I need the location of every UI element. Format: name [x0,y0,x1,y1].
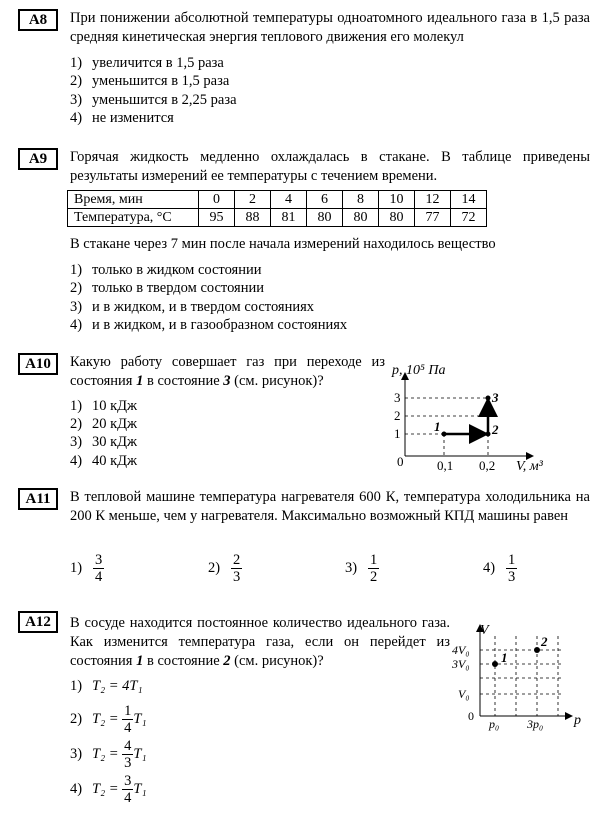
point-3 [486,396,491,401]
table-header: Время, мин [68,191,199,209]
measurement-table [67,190,487,227]
question-number: A10 [18,353,58,375]
question-number: A8 [18,9,58,31]
option-4[interactable]: 4) $\frac{1}{3}$ [483,552,516,585]
x-tick: 0,2 [479,458,496,473]
point-1 [442,432,447,437]
table-cell: 81 [271,209,307,227]
table-cell: 77 [415,209,451,227]
fraction: $\frac{3}{4}$ [124,773,132,806]
question-text: Горячая жидкость медленно охлаждалась в стакане. В таблице приведены результаты измерений ее температуры с течением времени. [70,149,590,184]
point-label: 3 [492,390,499,405]
y-tick: V₀ [458,687,470,701]
table-cell: 8 [343,191,379,209]
table-cell: 0 [199,191,235,209]
pv-graph [380,352,580,478]
option-2[interactable]: 2) T₂ = $\frac{1}{4}$ T₁ [70,703,147,736]
table-cell: 6 [307,191,343,209]
option-2[interactable]: 2) уменьшится в 1,5 раза [70,73,230,89]
point-label: 1 [434,419,441,434]
vp-graph [438,620,588,734]
table-cell: 10 [379,191,415,209]
option-3[interactable]: 3) $\frac{1}{2}$ [345,552,378,585]
table-cell: 72 [451,209,487,227]
y-axis-label: V [480,623,489,638]
question-number: A9 [18,148,58,170]
table-cell: 14 [451,191,487,209]
option-4[interactable]: 4) 40 кДж [70,453,138,469]
table-cell: 4 [271,191,307,209]
question-text: Какую работу совершает газ при переходе из состояния 1 в состояние 3 (см. рисунок)? [70,354,385,389]
question-number: A12 [18,611,58,633]
point-label: 1 [501,650,508,665]
question-text-2: В стакане через 7 мин после начала измерений находилось вещество [70,236,496,252]
option-3[interactable]: 3) уменьшится в 2,25 раза [70,92,237,108]
table-row [68,209,487,227]
table-cell: 2 [235,191,271,209]
question-text: При понижении абсолютной температуры одноатомного идеального газа в 1,5 раза средняя кинетическая энергия теплового движения его молекул [70,10,590,45]
point-label: 2 [492,422,499,437]
question-text: В сосуде находится постоянное количество идеального газа. Как изменится температура газа, если он перейдет из состояния 1 в состояние 2 (см. рисунок)? [70,615,450,669]
table-cell: 80 [379,209,415,227]
table-cell: 88 [235,209,271,227]
option-1[interactable]: 1) $\frac{3}{4}$ [70,552,103,585]
fraction: $\frac{2}{3}$ [232,552,241,585]
y-tick: 3 [394,390,401,405]
option-4[interactable]: 4) и в жидком, и в газообразном состояниях [70,317,348,333]
x-tick: 0,1 [437,458,454,473]
table-cell: 80 [343,209,379,227]
question-number: A11 [18,488,58,510]
point-1 [492,661,498,667]
option-4[interactable]: 4) не изменится [70,110,174,126]
option-1[interactable]: 1) увеличится в 1,5 раза [70,55,224,71]
point-2 [534,647,540,653]
option-4[interactable]: 4) T₂ = $\frac{3}{4}$ T₁ [70,773,147,806]
option-1[interactable]: 1) 10 кДж [70,398,138,414]
option-1[interactable]: 1) только в жидком состоянии [70,262,262,278]
x-axis-label: V, м³ [516,459,543,474]
table-row [68,191,487,209]
y-tick: 2 [394,408,401,423]
option-2[interactable]: 2) $\frac{2}{3}$ [208,552,241,585]
fraction: $\frac{1}{4}$ [124,703,132,736]
point-label: 2 [541,634,548,649]
y-tick: 4V₀ [452,643,470,657]
y-axis-label: p, 10⁵ Па [392,363,446,378]
y-tick: 1 [394,426,401,441]
question-text: В тепловой машине температура нагревателя 600 К, температура холодильника на 200 К меньше, чем у нагревателя. Максимально возможный КПД машины равен [70,489,590,524]
point-2 [486,432,491,437]
option-2[interactable]: 2) только в твердом состоянии [70,280,265,296]
table-cell: 80 [307,209,343,227]
option-3[interactable]: 3) и в жидком, и в твердом состояниях [70,299,315,315]
table-cell: 95 [199,209,235,227]
option-3[interactable]: 3) T₂ = $\frac{4}{3}$ T₁ [70,738,147,771]
option-2[interactable]: 2) 20 кДж [70,416,138,432]
y-tick: 3V₀ [452,657,470,671]
option-3[interactable]: 3) 30 кДж [70,434,138,450]
x-tick: 3p₀ [527,717,544,731]
x-axis-label: p [574,713,581,728]
fraction: $\frac{4}{3}$ [124,738,132,771]
fraction: $\frac{1}{3}$ [507,552,516,585]
table-cell: 12 [415,191,451,209]
x-tick: p₀ [489,717,500,731]
origin-label: 0 [397,454,404,469]
table-header: Температура, °С [68,209,199,227]
origin-label: 0 [468,709,474,723]
fraction: $\frac{1}{2}$ [369,552,378,585]
fraction: $\frac{3}{4}$ [94,552,103,585]
option-1[interactable]: 1) T₂ = 4T₁ [70,678,143,694]
